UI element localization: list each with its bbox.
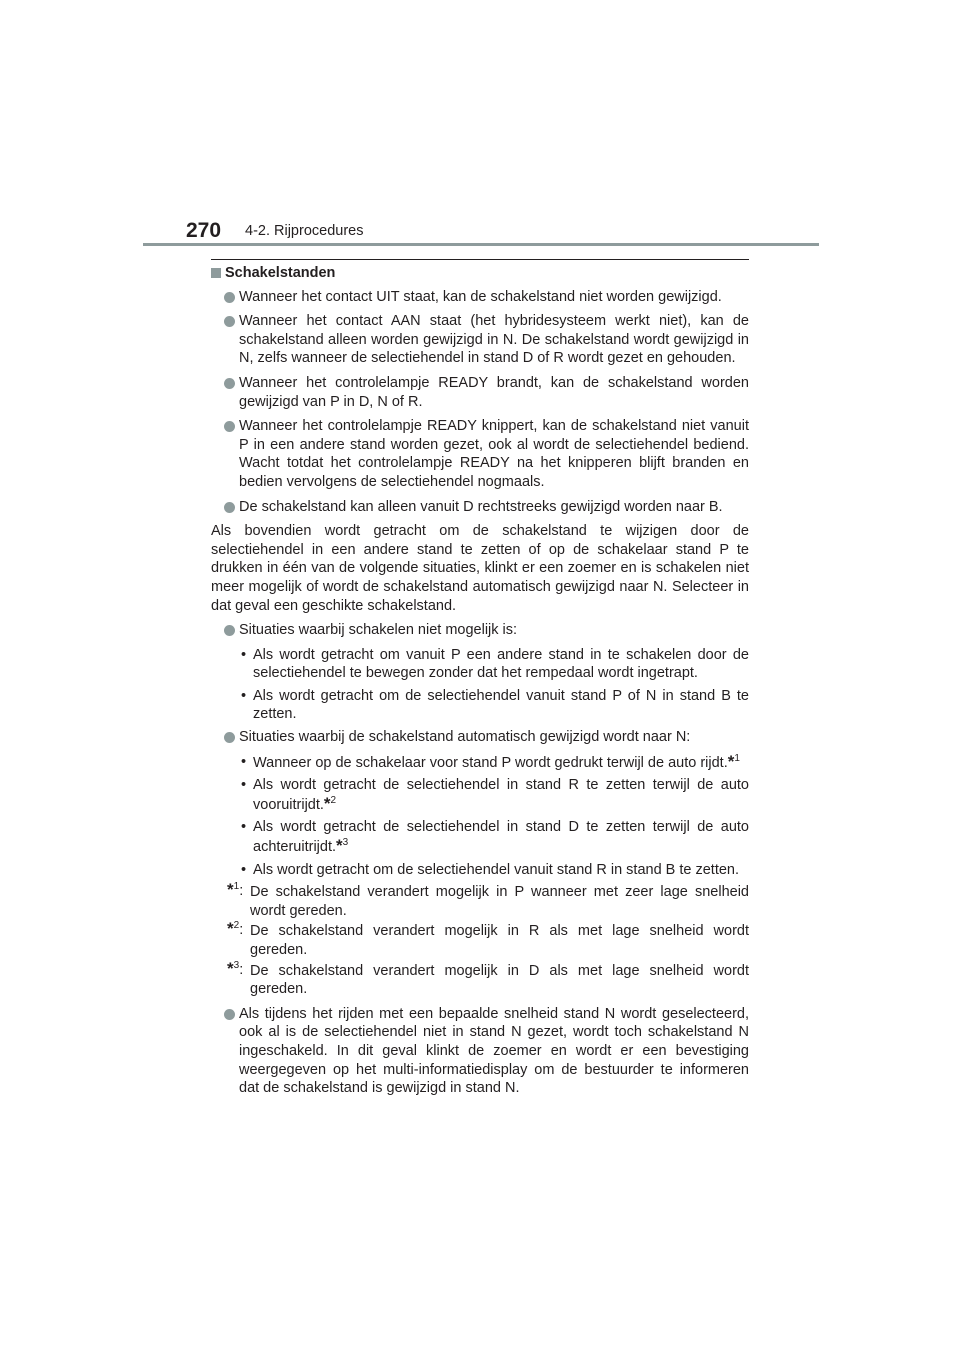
sub-bullet: •	[241, 819, 247, 836]
footnote-star: *	[323, 793, 331, 813]
footnote: *$^1$: De schakelstand verandert mogelijk in P wanneer met zeer lage snelheid wordt gereden.	[227, 880, 749, 919]
section-title: 4-2. Rijprocedures	[245, 223, 364, 239]
body-paragraph: Als bovendien wordt getracht om de schakelstand te wijzigen door de selectiehendel in een andere stand te zetten of op de schakelaar stand P te drukken in één van de volgende situaties, klinkt er een zoemer en is schakelen niet meer mogelijk of wordt de schakelstand automatisch gewijzigd naar N. Selecteer in dat geval een geschikte schakelstand.	[211, 523, 749, 614]
sub-bullet: •	[241, 777, 247, 794]
sub-list-item: • Wanneer op de schakelaar voor stand P wordt gedrukt terwijl de auto rijdt.*$^1$	[241, 751, 740, 771]
footnote: *$^2$: De schakelstand verandert mogelijk in R als met lage snelheid wordt gereden.	[227, 919, 749, 958]
sub-bullet: •	[241, 753, 247, 770]
sub-list-item: • Als wordt getracht de selectiehendel in stand D te zetten terwijl de auto achteruitrijdt.*$^3$	[241, 819, 749, 856]
list-item: Situaties waarbij de schakelstand automatisch gewijzigd wordt naar N:	[211, 728, 749, 747]
circle-bullet-icon	[224, 378, 235, 389]
content	[211, 264, 749, 1104]
circle-bullet-icon	[224, 421, 235, 432]
list-item: Wanneer het controlelampje READY knippert, kan de schakelstand niet vanuit P in een andere stand worden gezet, ook al wordt de selectiehendel bediend. Wacht totdat het controlelampje READY na het knipperen blijft branden en bedien vervolgens de selectiehendel nogmaals.	[211, 417, 749, 491]
sub-list-item: • Als wordt getracht om de selectiehendel vanuit stand R in stand B te zetten.	[241, 861, 740, 878]
footnote-ref: 1	[734, 752, 740, 764]
section-heading	[211, 264, 749, 283]
footnote-star: *	[727, 751, 735, 771]
sub-bullet: •	[241, 646, 247, 663]
sub-list-item: • Als wordt getracht de selectiehendel in stand R te zetten terwijl de auto vooruitrijdt.*$^2$	[241, 777, 749, 813]
footnote: *$^3$: De schakelstand verandert mogelijk in D als met lage snelheid wordt gereden.	[227, 958, 749, 998]
sub-bullet: •	[241, 861, 247, 878]
footnote-ref: 3	[342, 837, 349, 849]
sub-list-item: • Als wordt getracht om vanuit P een andere stand in te schakelen door de selectiehendel te bewegen zonder dat het rempedaal wordt ingetrapt.	[241, 646, 749, 682]
circle-bullet-icon	[224, 292, 235, 303]
sub-list-item: • Als wordt getracht om de selectiehendel vanuit stand P of N in stand B te zetten.	[241, 687, 749, 723]
list-item: Wanneer het contact AAN staat (het hybridesysteem werkt niet), kan de schakelstand alleen worden gewijzigd in N. De schakelstand wordt gewijzigd in N, zelfs wanneer de selectiehendel in stand D of R wordt gezet en gehouden.	[211, 312, 749, 368]
heading-text: Schakelstanden	[225, 265, 336, 281]
page-number: 270	[186, 219, 222, 242]
header-rule	[143, 243, 819, 246]
footnote-mark: *$^1$:	[227, 880, 244, 900]
circle-bullet-icon	[224, 732, 235, 743]
list-item: Situaties waarbij schakelen niet mogelijk is:	[211, 621, 749, 640]
list-item: Wanneer het controlelampje READY brandt, kan de schakelstand worden gewijzigd van P in D, N of R.	[211, 374, 749, 411]
sub-bullet: •	[241, 687, 247, 704]
list-item: Als tijdens het rijden met een bepaalde snelheid stand N wordt geselecteerd, ook al is de selectiehendel niet in stand N gezet, wordt toch schakelstand N ingeschakeld. In dit geval klinkt de zoemer en wordt er een bevestiging weergegeven op het multi-informatiedisplay om de bestuurder te informeren dat de schakelstand is gewijzigd in stand N.	[211, 1005, 749, 1098]
square-bullet-icon	[211, 268, 221, 278]
circle-bullet-icon	[224, 502, 235, 513]
footnote-mark: *$^2$:	[227, 919, 244, 939]
circle-bullet-icon	[224, 625, 235, 636]
circle-bullet-icon	[224, 1009, 235, 1020]
list-item: De schakelstand kan alleen vanuit D rechtstreeks gewijzigd worden naar B.	[211, 498, 749, 517]
footnote-mark: *$^3$:	[227, 958, 244, 978]
footnote-star: *	[336, 836, 343, 856]
list-item: Wanneer het contact UIT staat, kan de schakelstand niet worden gewijzigd.	[211, 288, 749, 307]
footnote-ref: 2	[330, 795, 337, 807]
circle-bullet-icon	[224, 316, 235, 327]
content-rule	[211, 259, 749, 260]
